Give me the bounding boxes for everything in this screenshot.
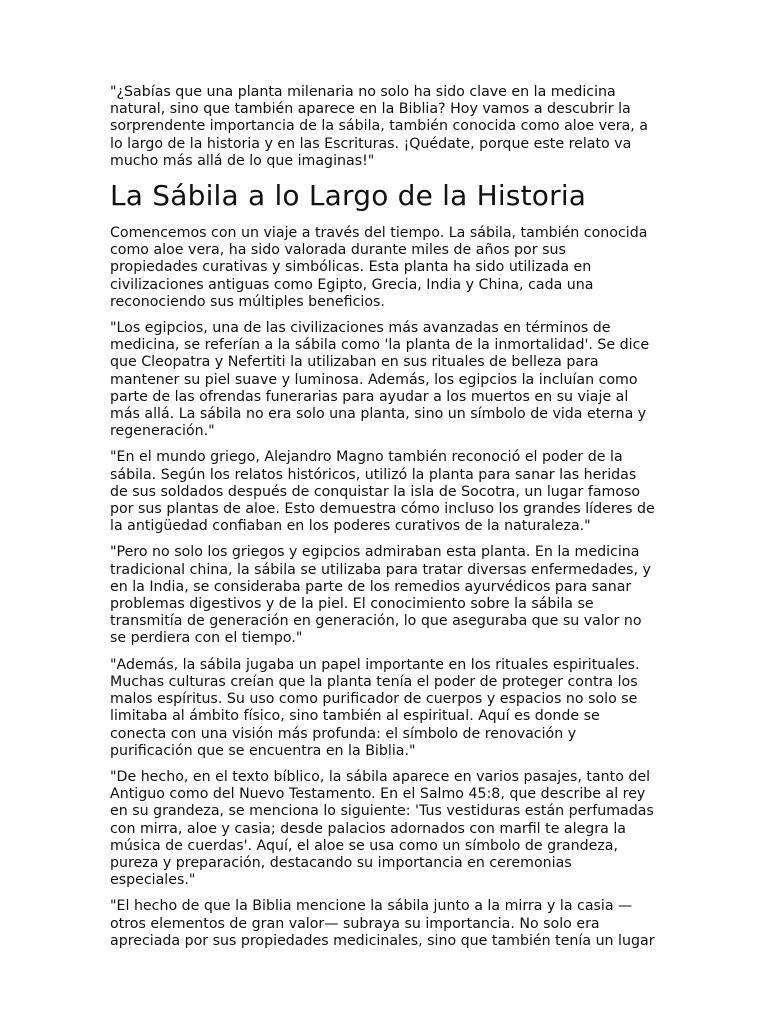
body-paragraph-4: "Pero no solo los griegos y egipcios admiraban esta planta. En la medicina tradicional china, la sábila se utilizaba para tratar diversas enfermedades, y en la India, se consideraba parte de los remedios ayurvédicos para sanar problemas digestivos y de la piel. El conocimiento sobre la sábila se transmitía de generación en generación, lo que aseguraba que su valor no se perdiera con el tiempo." xyxy=(110,544,651,647)
body-paragraph-5: "Además, la sábila jugaba un papel importante en los rituales espirituales. Muchas culturas creían que la planta tenía el poder de proteger contra los malos espíritus. Su uso como purificador de cuerpos y espacios no solo se limitaba al ámbito físico, sino también al espiritual. Aquí es donde se conecta con una visión más profunda: el símbolo de renovación y purificación que se encuentra en la Biblia." xyxy=(110,656,640,759)
body-paragraph-2: "Los egipcios, una de las civilizaciones más avanzadas en términos de medicina, se referían a la sábila como 'la planta de la inmortalidad'. Se dice que Cleopatra y Nefertiti la utilizaban en sus rituales de belleza para mantener su piel suave y luminosa. Además, los egipcios la incluían como parte de las ofrendas funerarias para ayudar a los muertos en su viaje al más allá. La sábila no era solo una planta, sino un símbolo de vida eterna y regeneración." xyxy=(110,320,650,440)
document-page xyxy=(110,84,658,959)
body-paragraph-6: "De hecho, en el texto bíblico, la sábila aparece en varios pasajes, tanto del Antiguo como del Nuevo Testamento. En el Salmo 45:8, que describe al rey en su grandeza, se menciona lo siguiente: 'Tus vestiduras están perfumadas con mirra, aloe y casia; desde palacios adornados con marfil te alegra la música de cuerdas'. Aquí, el aloe se usa como un símbolo de grandeza, pureza y preparación, destacando su importancia en ceremonias especiales." xyxy=(110,768,654,889)
section-heading: La Sábila a lo Largo de la Historia xyxy=(110,179,587,213)
body-paragraph-1: Comencemos con un viaje a través del tiempo. La sábila, también conocida como aloe vera, ha sido valorada durante miles de años por sus propiedades curativas y simbólicas. Esta planta ha sido utilizada en civilizaciones antiguas como Egipto, Grecia, India y China, cada una reconociendo sus múltiples beneficios. xyxy=(110,225,648,310)
body-paragraph-7: "El hecho de que la Biblia mencione la sábila junto a la mirra y la casia — otros elementos de gran valor— subraya su importancia. No solo era apreciada por sus propiedades medicinales, sino que también tenía un lugar xyxy=(110,898,655,949)
body-paragraph-3: "En el mundo griego, Alejandro Magno también reconoció el poder de la sábila. Según los relatos históricos, utilizó la planta para sanar las heridas de sus soldados después de conquistar la isla de Socotra, un lugar famoso por sus plantas de aloe. Esto demuestra cómo incluso los grandes líderes de la antigüedad confiaban en los poderes curativos de la naturaleza." xyxy=(110,449,655,535)
intro-paragraph: "¿Sabías que una planta milenaria no solo ha sido clave en la medicina natural, sino que también aparece en la Biblia? Hoy vamos a descubrir la sorprendente importancia de la sábila, también conocida como aloe vera, a lo largo de la historia y en las Escrituras. ¡Quédate, porque este relato va mucho más allá de lo que imaginas!" xyxy=(110,84,649,169)
